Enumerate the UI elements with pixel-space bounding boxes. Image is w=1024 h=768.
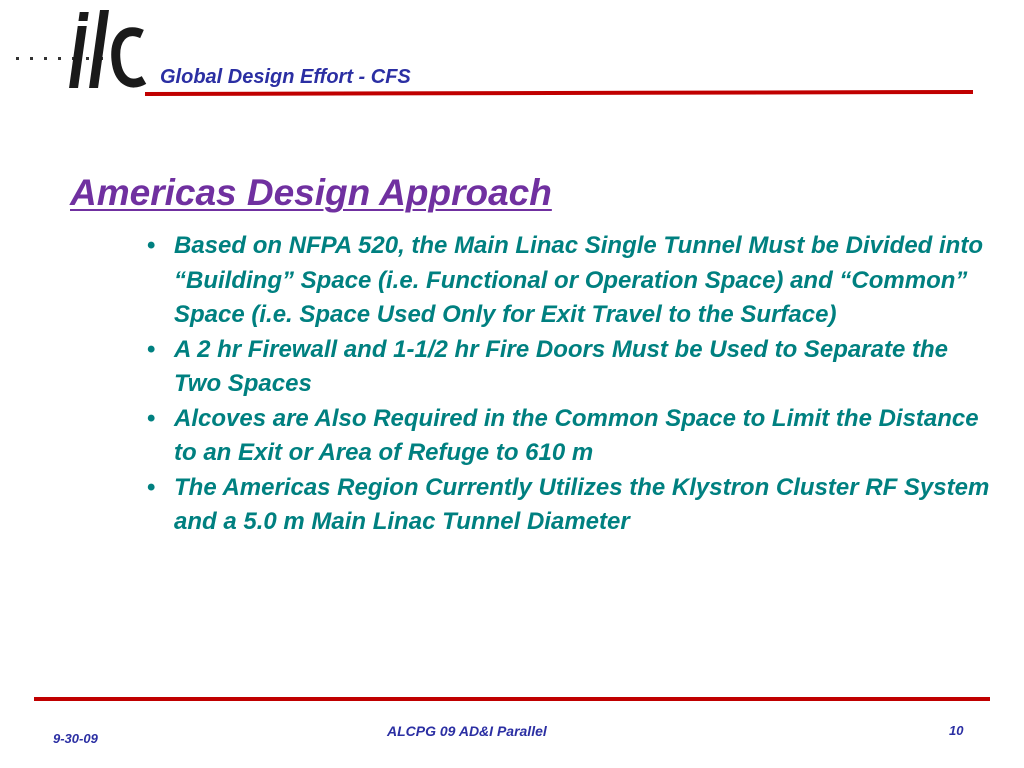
page-number: 10 — [949, 723, 964, 738]
bullet-text: The Americas Region Currently Utilizes the Klystron Cluster RF System and a 5.0 m Main Linac Tunnel Diameter — [174, 473, 990, 535]
bullet-item — [118, 229, 998, 333]
bullet-glyph: • — [147, 404, 156, 432]
bullet-glyph: • — [147, 473, 156, 501]
bullet-item — [118, 402, 998, 471]
bullet-item — [118, 471, 998, 540]
header-divider — [145, 90, 973, 96]
footer-divider — [34, 697, 990, 701]
ilc-logo — [14, 10, 149, 96]
bullet-text: Alcoves are Also Required in the Common Space to Limit the Distance to an Exit or Area of Refuge to 610 m — [174, 404, 979, 466]
footer-date: 9-30-09 — [53, 731, 98, 746]
bullet-glyph: • — [147, 232, 156, 259]
footer-event-title: ALCPG 09 AD&I Parallel — [387, 723, 547, 739]
bullet-text: Based on NFPA 520, the Main Linac Single Tunnel Must be Divided into “Building” Space (i.e. Functional or Operation Space) and “Common” Space (i.e. Space Used Only for Exit Travel to the Surface) — [174, 232, 983, 328]
bullet-text: A 2 hr Firewall and 1-1/2 hr Fire Doors Must be Used to Separate the Two Spaces — [174, 335, 948, 397]
bullet-list — [118, 229, 998, 540]
slide-title: Americas Design Approach — [70, 172, 552, 213]
bullet-item — [118, 333, 998, 402]
bullet-glyph: • — [147, 335, 156, 363]
header-title: Global Design Effort - CFS — [160, 66, 411, 88]
